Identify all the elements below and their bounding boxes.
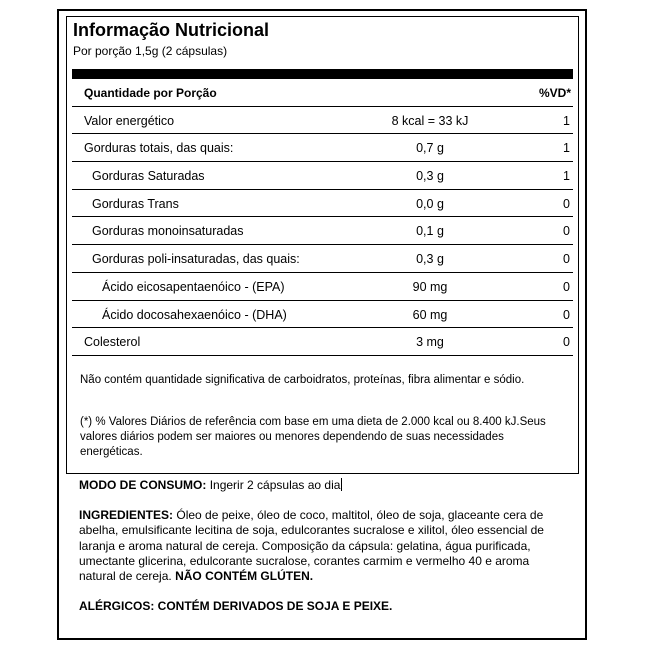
nutrient-vd: 0 [563, 252, 570, 267]
table-row [72, 273, 573, 301]
nutrient-vd: 1 [563, 141, 570, 156]
nutrient-name: Gorduras poli-insaturadas, das quais: [92, 252, 300, 267]
nutrient-amount: 0,3 g [416, 252, 444, 267]
ingredients-text: Óleo de peixe, óleo de coco, maltitol, óleo de soja, glaceante cera de abelha, emulsificante lecitina de soja, edulcorantes sucralose e xilitol, óleo essencial de laranja e aroma natural de cereja. Composição da cápsula: gelatina, água purificada, umectante glicerina, edulcorante sucralose, corantes carmim e vermelho 40 e aroma natural de cereja. [79, 508, 544, 584]
ingredients-label: INGREDIENTES: [79, 508, 174, 522]
table-row [72, 162, 573, 190]
table-header-row [72, 79, 573, 107]
nutrition-table [72, 79, 573, 356]
nutrient-name: Colesterol [84, 335, 141, 350]
nutrient-amount: 0,7 g [416, 141, 444, 156]
allergens-statement: ALÉRGICOS: CONTÉM DERIVADOS DE SOJA E PEIXE. [79, 599, 393, 613]
nutrient-vd: 0 [563, 196, 570, 211]
nutrient-amount: 0,3 g [416, 169, 444, 184]
nutrient-amount: 3 mg [416, 335, 444, 350]
usage-text: Ingerir 2 cápsulas ao dia [209, 478, 341, 492]
ingredients-block [79, 508, 569, 584]
nutrient-name: Gorduras totais, das quais: [84, 141, 234, 156]
table-row [72, 190, 573, 218]
usage-instructions [79, 478, 342, 492]
nutrient-amount: 60 mg [412, 307, 448, 322]
nutrient-name: Ácido docosahexaenóico - (DHA) [102, 307, 287, 322]
serving-size: Por porção 1,5g (2 cápsulas) [73, 44, 228, 58]
nutrient-vd: 1 [563, 169, 570, 184]
usage-label: MODO DE CONSUMO: [79, 478, 207, 492]
nutrient-name: Gorduras Saturadas [92, 169, 205, 184]
nutrient-name: Gorduras monoinsaturadas [92, 224, 244, 239]
text-cursor [341, 478, 342, 491]
nutrient-name: Valor energético [84, 113, 175, 128]
table-row [72, 134, 573, 162]
header-vd-label: %VD* [538, 86, 571, 100]
nutrition-title: Informação Nutricional [73, 20, 270, 40]
nutrient-vd: 0 [563, 335, 570, 350]
nutrient-amount: 0,1 g [416, 224, 444, 239]
thick-divider [72, 69, 573, 79]
gluten-statement: NÃO CONTÉM GLÚTEN. [175, 569, 314, 584]
table-row [72, 328, 573, 356]
header-quantity-label: Quantidade por Porção [84, 86, 217, 100]
insignificant-nutrients-note: Não contém quantidade significativa de carboidratos, proteínas, fibra alimentar e sódio. [80, 374, 525, 386]
daily-value-footnote: (*) % Valores Diários de referência com base em uma dieta de 2.000 kcal ou 8.400 kJ.Seus valores diários podem ser maiores ou menores dependendo de suas necessidades energéticas. [80, 416, 546, 458]
nutrient-name: Gorduras Trans [92, 196, 179, 211]
nutrient-amount: 0,0 g [416, 196, 444, 211]
table-row [72, 217, 573, 245]
nutrient-vd: 0 [563, 307, 570, 322]
table-row [72, 107, 573, 135]
table-row [72, 301, 573, 329]
nutrition-facts-panel [66, 16, 579, 474]
nutrient-amount: 90 mg [412, 279, 448, 294]
nutrient-name: Ácido eicosapentaenóico - (EPA) [102, 279, 285, 294]
nutrient-vd: 0 [563, 224, 570, 239]
nutrient-vd: 1 [563, 113, 570, 128]
table-row [72, 245, 573, 273]
nutrient-vd: 0 [563, 279, 570, 294]
nutrient-amount: 8 kcal = 33 kJ [391, 113, 469, 128]
